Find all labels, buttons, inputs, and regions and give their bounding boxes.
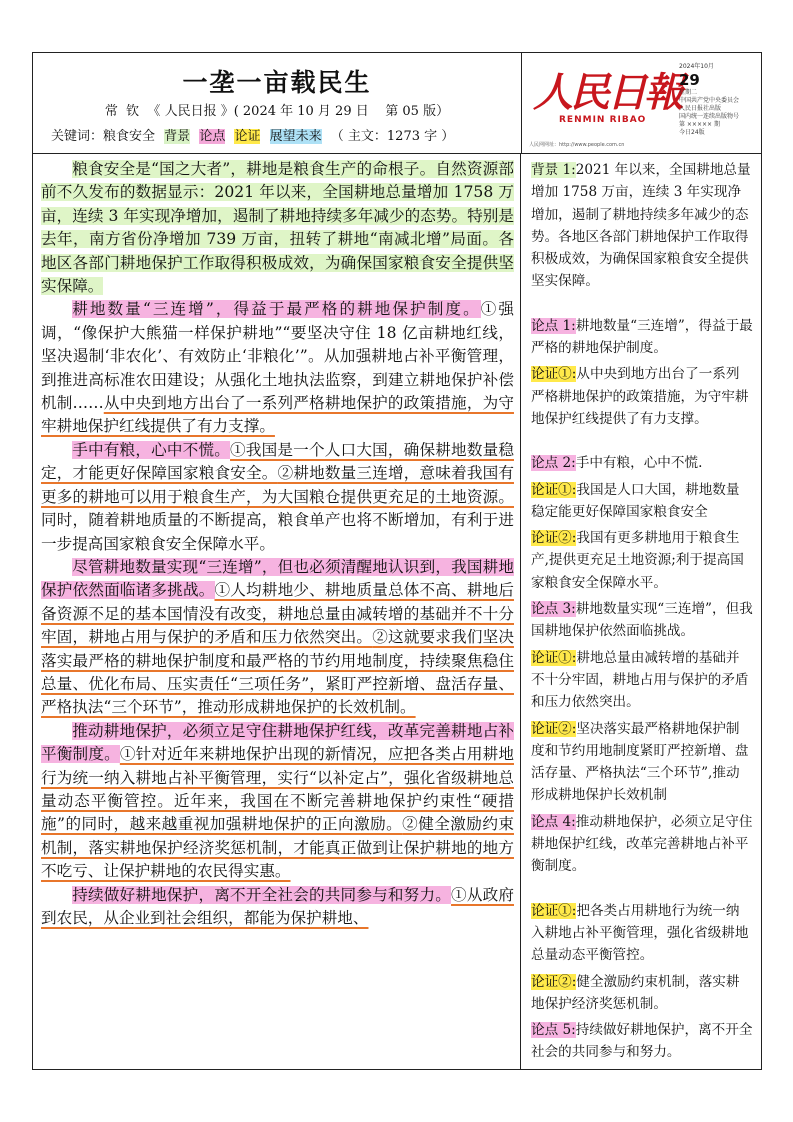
annotation-note <box>531 811 753 878</box>
annotation-text: 把各类占用耕地行为统一纳入耕地占补平衡管理，强化省级耕地总量动态平衡管控。 <box>531 902 749 964</box>
annotation-tag: 论点 2: <box>531 455 576 472</box>
text-segment: 尽管耕地数量实现“三连增”，但也必须清醒地认识到，我国耕地保护依然面临诸多挑战。 <box>41 557 514 600</box>
article-paragraph <box>41 439 514 556</box>
article-paragraph <box>41 720 514 884</box>
masthead-day: 29 <box>679 71 700 89</box>
annotation-text: 坚决落实最严格耕地保护制度和节约用地制度紧盯严控新增、盘活存量、严格执法“三个环节”,推动形成耕地保护长效机制 <box>531 720 749 804</box>
annotation-spacer <box>531 297 753 315</box>
annotation-text: 健全激励约束机制，落实耕地保护经济奖惩机制。 <box>531 973 740 1012</box>
annotation-tag: 论点 4: <box>531 813 576 830</box>
masthead-info-line: 今日24版 <box>679 129 705 136</box>
text-segment: ①人均耕地少、耕地质量总体不高、耕地后备资源不足的基本国情没有改变，耕地总量由减转增的基础并不十分牢固，耕地占用与保护的矛盾和压力依然突出。 <box>41 581 514 647</box>
annotation-text: 持续做好耕地保护，离不开全社会的共同参与和努力。 <box>531 1022 753 1061</box>
byline: 常 钦 《 人民日报 》( 2024 年 10 月 29 日 第 05 版） <box>104 104 450 119</box>
masthead-info-line: 人民日报社出版 <box>679 105 722 112</box>
annotation-note <box>531 971 753 1016</box>
word-count: （ 主文：1273 字 ） <box>330 129 455 144</box>
text-segment: 近年来，我国在不断完善耕地保护约束性“硬措施”的同时，越来越重视加强耕地保护的正向激励。 <box>41 791 514 834</box>
annotation-text: 我国是人口大国，耕地数量稳定能更好保障国家粮食安全 <box>531 481 740 520</box>
article-paragraph <box>41 158 514 298</box>
annotation-note <box>531 900 753 967</box>
annotation-tag: 论证①: <box>531 902 577 919</box>
text-segment: 粮食安全是“国之大者”，耕地是粮食生产的命根子。自然资源部前不久发布的数据显示：2021 年以来，全国耕地总量增加 1758 万亩，连续 3 年实现净增加，遏制了耕地持续多年减少的态势。特别是去年，南方省份净增加 739 万亩，扭转了耕地“南减北增”局面。各地区各部门耕地保护工作取得积极成效，为确保国家粮食安全提供坚实保障。 <box>41 160 514 296</box>
annotation-note <box>531 598 753 643</box>
text-segment: ②耕地数量三连增，意味着我国有更多的耕地可以用于粮食生产，为大国粮仓提供更充足的土地资源。 <box>41 464 514 506</box>
article-header <box>33 53 761 154</box>
annotation-spacer <box>531 434 753 452</box>
masthead-pinyin: RENMIN RIBAO <box>559 115 647 125</box>
legend-background: 背景 <box>164 129 191 144</box>
annotation-column <box>523 154 761 1069</box>
main-text-column <box>33 154 521 1069</box>
article-paragraph <box>41 556 514 720</box>
newspaper-sheet <box>32 52 762 1070</box>
annotation-tag: 论证①: <box>531 481 577 498</box>
article-title: 一垄一亩载民生 <box>182 68 372 97</box>
annotation-tag: 论证②: <box>531 720 577 737</box>
masthead <box>523 53 761 153</box>
annotation-note <box>531 718 753 807</box>
annotation-text: 2021 年以来，全国耕地总量增加 1758 万亩，连续 3 年实现净增加，遏制了耕地持续多年减少的态势。各地区各部门耕地保护工作取得积极成效，为确保国家粮食安全提供坚实保障。 <box>531 162 751 290</box>
article-body <box>33 154 761 1069</box>
annotation-note <box>531 479 753 524</box>
masthead-logo: 人民日報 <box>533 69 681 116</box>
annotation-tag: 背景 1: <box>531 162 576 178</box>
text-segment: 同时，随着耕地质量的不断提高，粮食单产也将不断增加，有利于进一步提高国家粮食安全保障水平。 <box>41 511 514 553</box>
text-segment: 耕地数量“三连增”，得益于最严格的耕地保护制度。 <box>72 300 481 319</box>
legend-argument: 论点 <box>199 129 226 144</box>
article-paragraph <box>41 298 514 438</box>
annotation-spacer <box>531 882 753 900</box>
annotation-text: 耕地总量由减转增的基础并不十分牢固，耕地占用与保护的矛盾和压力依然突出。 <box>531 649 749 711</box>
annotation-note <box>531 647 753 714</box>
masthead-info <box>679 63 755 137</box>
text-segment: ①我国是一个人口大国，确保耕地数量稳定，才能更好保障国家粮食安全。 <box>41 440 514 483</box>
text-segment: ①从政府到农民，从企业到社会组织，都能为保护耕地、 <box>41 885 514 927</box>
legend-outlook: 展望未来 <box>269 129 322 144</box>
annotation-note <box>531 159 753 293</box>
text-segment: 从中央到地方出台了一系列严格耕地保护的政策措施，为守牢耕地保护红线提供了有力支撑。 <box>41 394 514 436</box>
keywords-label: 关键词：粮食安全 <box>51 129 156 144</box>
annotation-tag: 论证②: <box>531 973 577 990</box>
annotation-tag: 论证①: <box>531 649 577 666</box>
annotation-text: 耕地数量“三连增”，得益于最严格的耕地保护制度。 <box>531 317 753 357</box>
text-segment: ②这就要求我们坚决落实最严格的耕地保护制度和最严格的节约用地制度，持续聚焦稳住总量、优化布局、压实责任“三项任务”，紧盯严控新增、盘活存量、严格执法“三个环节”，推动形成耕地保护的长效机制。 <box>41 628 514 717</box>
keywords-row <box>51 125 459 144</box>
annotation-text: 我国有更多耕地用于粮食生产,提供更充足土地资源;利于提高国家粮食安全保障水平。 <box>531 530 744 591</box>
annotation-note <box>531 315 753 360</box>
annotation-note <box>531 452 753 474</box>
annotation-note <box>531 527 753 594</box>
text-segment: 手中有粮，心中不慌。 <box>72 440 231 459</box>
text-segment: 持续做好耕地保护，离不开全社会的共同参与和努力。 <box>72 885 452 904</box>
annotation-tag: 论点 1: <box>531 317 576 334</box>
text-segment: ②健全激励约束机制，落实耕地保护经济奖惩机制，才能真正做到让保护耕地的地方不吃亏、让保护耕地的农民得实惠。 <box>41 815 514 881</box>
masthead-info-line: 中国共产党中央委员会 <box>679 97 740 104</box>
text-segment: ①针对近年来耕地保护出现的新情况，应把各类占用耕地行为统一纳入耕地占补平衡管理，实行“以补定占”，强化省级耕地总量动态平衡管控。 <box>41 745 514 810</box>
text-segment: 推动耕地保护，必须立足守住耕地保护红线，改革完善耕地占补平衡制度。 <box>41 721 514 764</box>
annotation-tag: 论证①: <box>531 366 577 383</box>
annotation-note <box>531 363 753 430</box>
masthead-info-line: 国内统一连续出版物号 <box>679 113 740 120</box>
text-segment: ①强调，“像保护大熊猫一样保护耕地”“要坚决守住 18 亿亩耕地红线，坚决遏制‘非农化’、有效防止‘非粮化’”。从加强耕地占补平衡管理，到推进高标准农田建设；从强化土地执法监察，到建立耕地保护补偿机制…… <box>41 300 514 413</box>
masthead-url: 人民网网址：http://www.people.com.cn <box>529 142 625 148</box>
masthead-info-line: 第 ××××× 期 <box>679 121 720 128</box>
header-left <box>33 53 522 153</box>
masthead-weekday: 星期二 <box>679 89 698 96</box>
annotation-tag: 论点 5: <box>531 1022 576 1039</box>
annotation-text: 推动耕地保护，必须立足守住耕地保护红线，改革完善耕地占补平衡制度。 <box>531 813 753 875</box>
annotation-text: 从中央到地方出台了一系列严格耕地保护的政策措施，为守牢耕地保护红线提供了有力支撑。 <box>531 366 749 427</box>
annotation-text: 耕地数量实现“三连增”，但我国耕地保护依然面临挑战。 <box>531 601 753 640</box>
annotation-tag: 论点 3: <box>531 601 576 618</box>
annotation-tag: 论证②: <box>531 530 577 547</box>
article-paragraph <box>41 884 514 931</box>
annotation-note <box>531 1019 753 1064</box>
legend-evidence: 论证 <box>234 129 261 144</box>
annotation-text: 手中有粮，心中不慌. <box>575 455 703 472</box>
masthead-date: 2024年10月 <box>679 63 714 70</box>
